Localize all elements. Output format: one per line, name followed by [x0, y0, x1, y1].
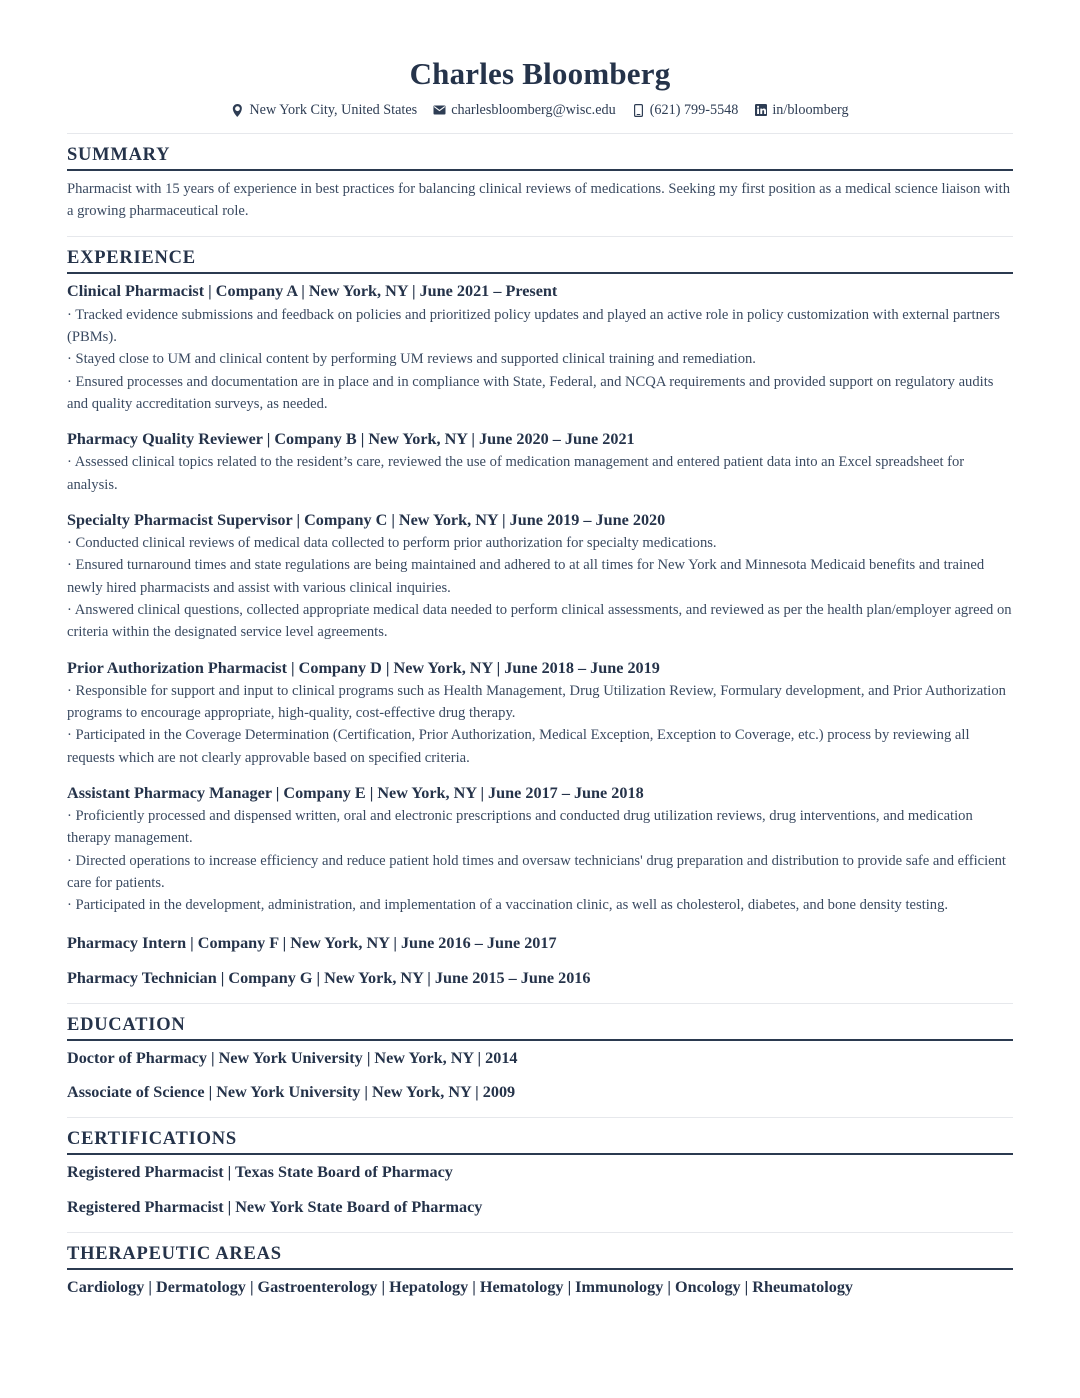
section-separator: [67, 1003, 1013, 1004]
contact-linkedin: [754, 102, 848, 119]
experience-entry: [67, 429, 1013, 496]
experience-entry: [67, 658, 1013, 769]
contact-location-text: New York City, United States: [249, 101, 418, 118]
heading-rule: [67, 169, 1013, 171]
summary-heading: SUMMARY: [67, 144, 171, 165]
experience-entry: [67, 510, 1013, 644]
location-pin-icon: [231, 104, 244, 117]
experience-bullets: [67, 805, 1013, 917]
experience-bullet: · Stayed close to UM and clinical content by performing UM reviews and supported clinical training and remediation.: [67, 351, 756, 368]
experience-bullet: · Proficiently processed and dispensed written, oral and electronic prescriptions and conducted drug utilization reviews, drug interventions, and medication therapy management.: [67, 808, 973, 847]
heading-rule: [67, 1039, 1013, 1041]
contact-linkedin-text: in/bloomberg: [772, 101, 849, 118]
experience-entry-heading: Assistant Pharmacy Manager | Company E | New York, NY | June 2017 – June 2018: [67, 783, 644, 802]
linkedin-icon: [754, 104, 767, 117]
experience-bullet: · Ensured processes and documentation are in place and in compliance with State, Federal, and NCQA requirements and provided support on regulatory audits and quality accreditation surveys, as needed.: [67, 373, 994, 412]
education-heading: EDUCATION: [67, 1014, 186, 1035]
experience-bullet: · Conducted clinical reviews of medical data collected to perform prior authorization for specialty medications.: [67, 534, 717, 551]
experience-bullet: · Participated in the Coverage Determination (Certification, Prior Authorization, Medical Exception, Exception to Coverage, etc.) process by reviewing all requests which are not clearly approvable based on specified criteria.: [67, 727, 970, 766]
experience-bullet: · Directed operations to increase efficiency and reduce patient hold times and oversaw technicians' drug preparation and distribution to provide safe and efficient care for patients.: [67, 852, 1006, 892]
candidate-name: Charles Bloomberg: [409, 56, 671, 91]
resume-header: [67, 46, 1013, 119]
section-summary: [67, 145, 1013, 223]
experience-bullet: · Participated in the development, administration, and implementation of a vaccination clinic, as well as cholesterol, diabetes, and bone density testing.: [67, 897, 949, 914]
experience-entry-heading: Prior Authorization Pharmacist | Company D | New York, NY | June 2018 – June 2019: [67, 658, 660, 677]
experience-entry: [67, 783, 1013, 917]
section-separator: [67, 1232, 1013, 1233]
contact-line: [67, 102, 1013, 119]
experience-bullet: · Ensured turnaround times and state regulations are being maintained and adhered to at all times for New York and Minnesota Medicaid benefits and trained newly hired pharmacists and assist with various clinical inquiries.: [67, 557, 985, 596]
contact-phone: [632, 102, 739, 119]
experience-heading: EXPERIENCE: [67, 248, 196, 269]
experience-bullet: · Assessed clinical topics related to the resident’s care, reviewed the use of medication management and entered patient data into an Excel spreadsheet for analysis.: [67, 454, 965, 493]
contact-email: [433, 102, 616, 119]
contact-email-text: charlesbloomberg@wisc.edu: [451, 101, 616, 118]
experience-entry: [67, 281, 1013, 415]
section-separator: [67, 133, 1013, 134]
heading-rule: [67, 1153, 1013, 1155]
experience-bullet: · Tracked evidence submissions and feedback on policies and prioritized policy updates and played an active role in policy customization with external partners (PBMs).: [67, 306, 1000, 345]
experience-bullets: [67, 451, 1013, 496]
section-education: [67, 1015, 1013, 1103]
section-separator: [67, 236, 1013, 237]
education-entry: Doctor of Pharmacy | New York University | New York, NY | 2014: [67, 1049, 518, 1068]
experience-entry-heading: Pharmacy Technician | Company G | New York, NY | June 2015 – June 2016: [67, 968, 591, 987]
experience-entry-heading: Clinical Pharmacist | Company A | New York, NY | June 2021 – Present: [67, 282, 558, 301]
section-experience: [67, 248, 1013, 989]
certification-entry: Registered Pharmacist | Texas State Board of Pharmacy: [67, 1163, 453, 1182]
mobile-phone-icon: [632, 104, 645, 117]
envelope-icon: [433, 104, 446, 117]
contact-location: [231, 102, 417, 119]
heading-rule: [67, 272, 1013, 274]
experience-bullets: [67, 532, 1013, 644]
certifications-heading: CERTIFICATIONS: [67, 1129, 237, 1150]
experience-bullet: · Responsible for support and input to clinical programs such as Health Management, Drug Utilization Review, Formulary development, and Prior Authorization programs to encourage appropriate, high-quality, cost-effective drug therapy.: [67, 682, 1006, 721]
section-therapeutic-areas: [67, 1244, 1013, 1299]
certification-entry: Registered Pharmacist | New York State Board of Pharmacy: [67, 1197, 483, 1216]
therapeutic-areas-list: Cardiology | Dermatology | Gastroenterology | Hepatology | Hematology | Immunology | Oncology | Rheumatology: [67, 1277, 854, 1296]
experience-entry-heading: Pharmacy Quality Reviewer | Company B | New York, NY | June 2020 – June 2021: [67, 430, 635, 449]
experience-bullets: [67, 304, 1013, 416]
experience-entry-heading: Pharmacy Intern | Company F | New York, NY | June 2016 – June 2017: [67, 933, 557, 952]
education-entry: Associate of Science | New York University | New York, NY | 2009: [67, 1083, 516, 1102]
experience-bullets: [67, 680, 1013, 769]
summary-text: Pharmacist with 15 years of experience in best practices for balancing clinical reviews of medications. Seeking my first position as a medical science liaison with a growing pharmaceutical role.: [67, 180, 1011, 220]
therapeutic-areas-heading: THERAPEUTIC AREAS: [67, 1243, 282, 1264]
section-certifications: [67, 1129, 1013, 1217]
heading-rule: [67, 1268, 1013, 1270]
section-separator: [67, 1117, 1013, 1118]
experience-entry-heading: Specialty Pharmacist Supervisor | Company C | New York, NY | June 2019 – June 2020: [67, 510, 666, 529]
experience-bullet: · Answered clinical questions, collected appropriate medical data needed to perform clinical assessments, and reviewed as per the health plan/employer agreed on criteria within the designated service level agreements.: [67, 601, 1012, 641]
contact-phone-text: (621) 799-5548: [649, 101, 739, 118]
